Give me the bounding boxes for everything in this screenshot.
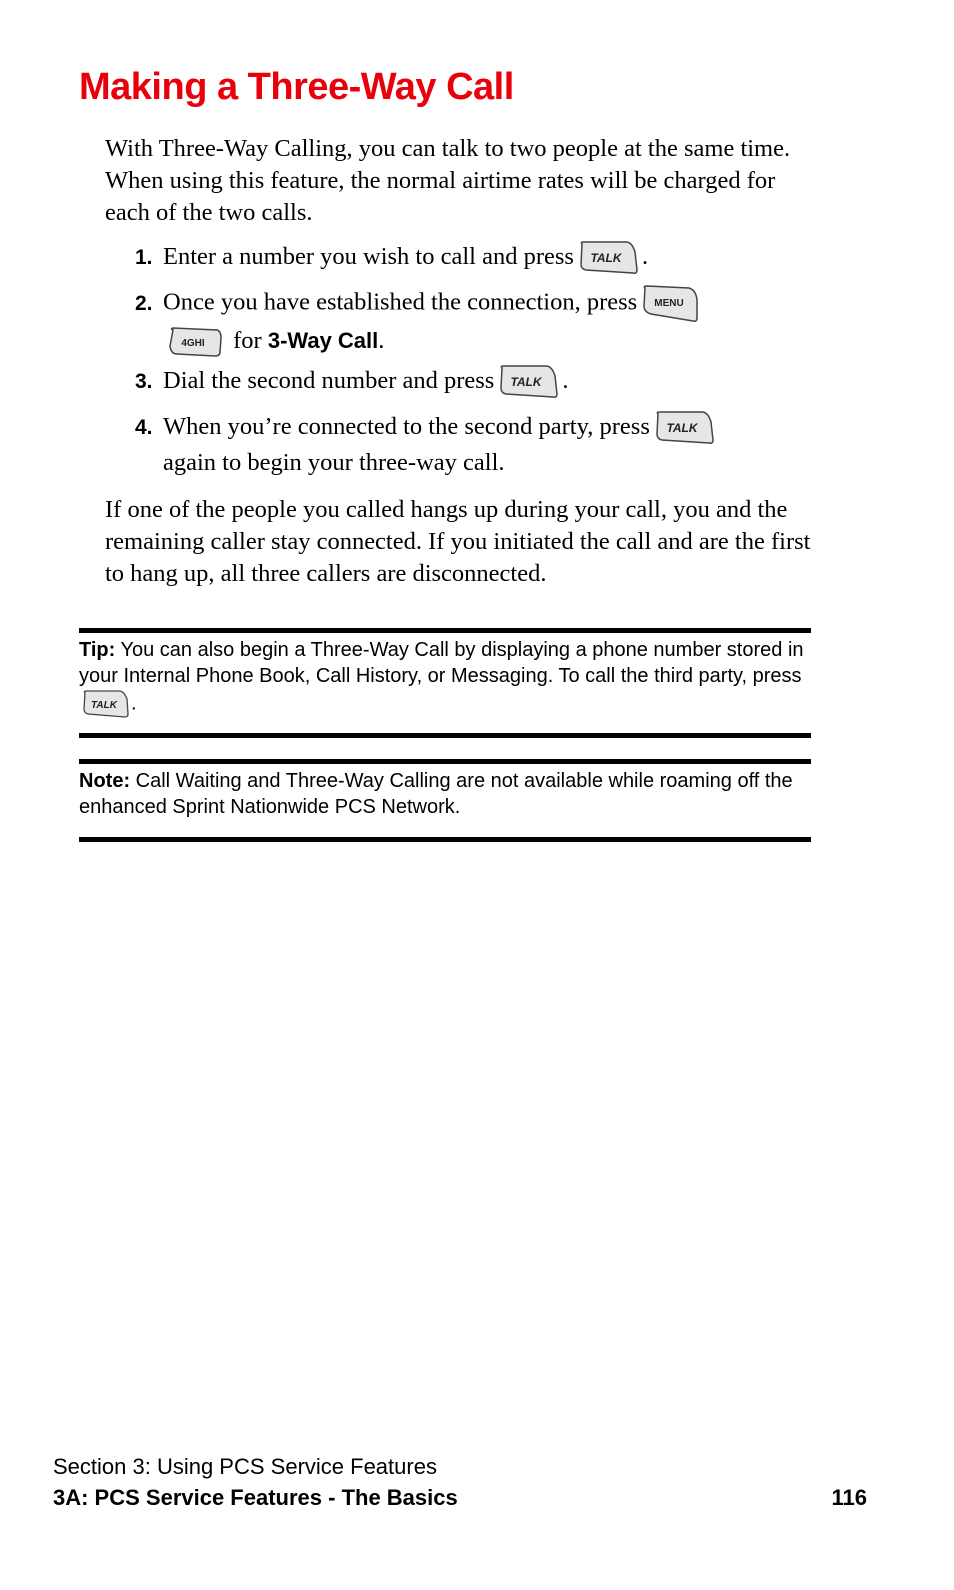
- note-box: [79, 768, 811, 820]
- step-text-after: .: [378, 327, 385, 354]
- step-text-after: .: [641, 243, 649, 270]
- tip-top-rule: [79, 628, 811, 633]
- tip-text: You can also begin a Three-Way Call by displaying a phone number stored in your Internal Phone Book, Call History, or Messaging. To call the third party, press: [79, 639, 804, 687]
- step-number: 4.: [135, 416, 153, 439]
- tip-box: [79, 637, 811, 719]
- talk-key-icon: [81, 689, 129, 719]
- footer-section-title: Section 3: Using PCS Service Features: [53, 1454, 437, 1479]
- step-number: 3.: [135, 370, 153, 393]
- talk-key-icon: [498, 364, 558, 400]
- step-number: 2.: [135, 291, 153, 315]
- talk-key-label: TALK: [666, 421, 698, 436]
- step-4: [135, 410, 835, 480]
- step-text: Enter a number you wish to call and press: [163, 243, 574, 270]
- talk-key-label: TALK: [590, 251, 622, 266]
- note-bottom-rule: [79, 837, 811, 842]
- page-title: Making a Three-Way Call: [79, 66, 514, 108]
- note-text: Call Waiting and Three-Way Calling are not available while roaming off the enhanced Sprint Nationwide PCS Network.: [79, 770, 793, 818]
- closing-paragraph: If one of the people you called hangs up during your call, you and the remaining caller stay connected. If you initiated the call and are the first to hang up, all three callers are disconnected.: [105, 496, 811, 587]
- step-1: [135, 240, 835, 276]
- step-text: Dial the second number and press: [163, 367, 495, 394]
- tip-text-after: .: [131, 692, 137, 715]
- menu-key-label: MENU: [654, 298, 684, 309]
- step-2-continuation: [135, 324, 835, 358]
- talk-key-label: TALK: [91, 700, 117, 711]
- tip-bottom-rule: [79, 733, 811, 738]
- step-text-mid: for: [233, 327, 262, 354]
- footer-chapter-title: 3A: PCS Service Features - The Basics: [53, 1485, 458, 1510]
- step-3: [135, 364, 835, 400]
- step-number: 1.: [135, 246, 153, 269]
- note-top-rule: [79, 759, 811, 764]
- step-text-after: again to begin your three-way call.: [163, 449, 505, 477]
- step-2: [135, 284, 835, 358]
- talk-key-icon: [578, 240, 638, 276]
- intro-paragraph: With Three-Way Calling, you can talk to two people at the same time. When using this feature, the normal airtime rates will be charged for each of the two calls.: [105, 135, 791, 226]
- talk-key-icon: [654, 410, 714, 446]
- talk-key-label: TALK: [510, 375, 542, 390]
- menu-option-name: 3-Way Call: [267, 328, 379, 353]
- note-label: Note:: [79, 770, 131, 792]
- menu-key-icon: [641, 284, 699, 324]
- four-key-label: 4GHI: [181, 338, 205, 350]
- step-text-after: .: [562, 367, 569, 394]
- page-number: 116: [831, 1485, 867, 1510]
- step-text: Once you have established the connection, press: [163, 288, 638, 316]
- step-text: When you’re connected to the second party, press: [163, 413, 650, 440]
- four-ghi-key-icon: [167, 326, 223, 358]
- tip-label: Tip:: [79, 639, 116, 661]
